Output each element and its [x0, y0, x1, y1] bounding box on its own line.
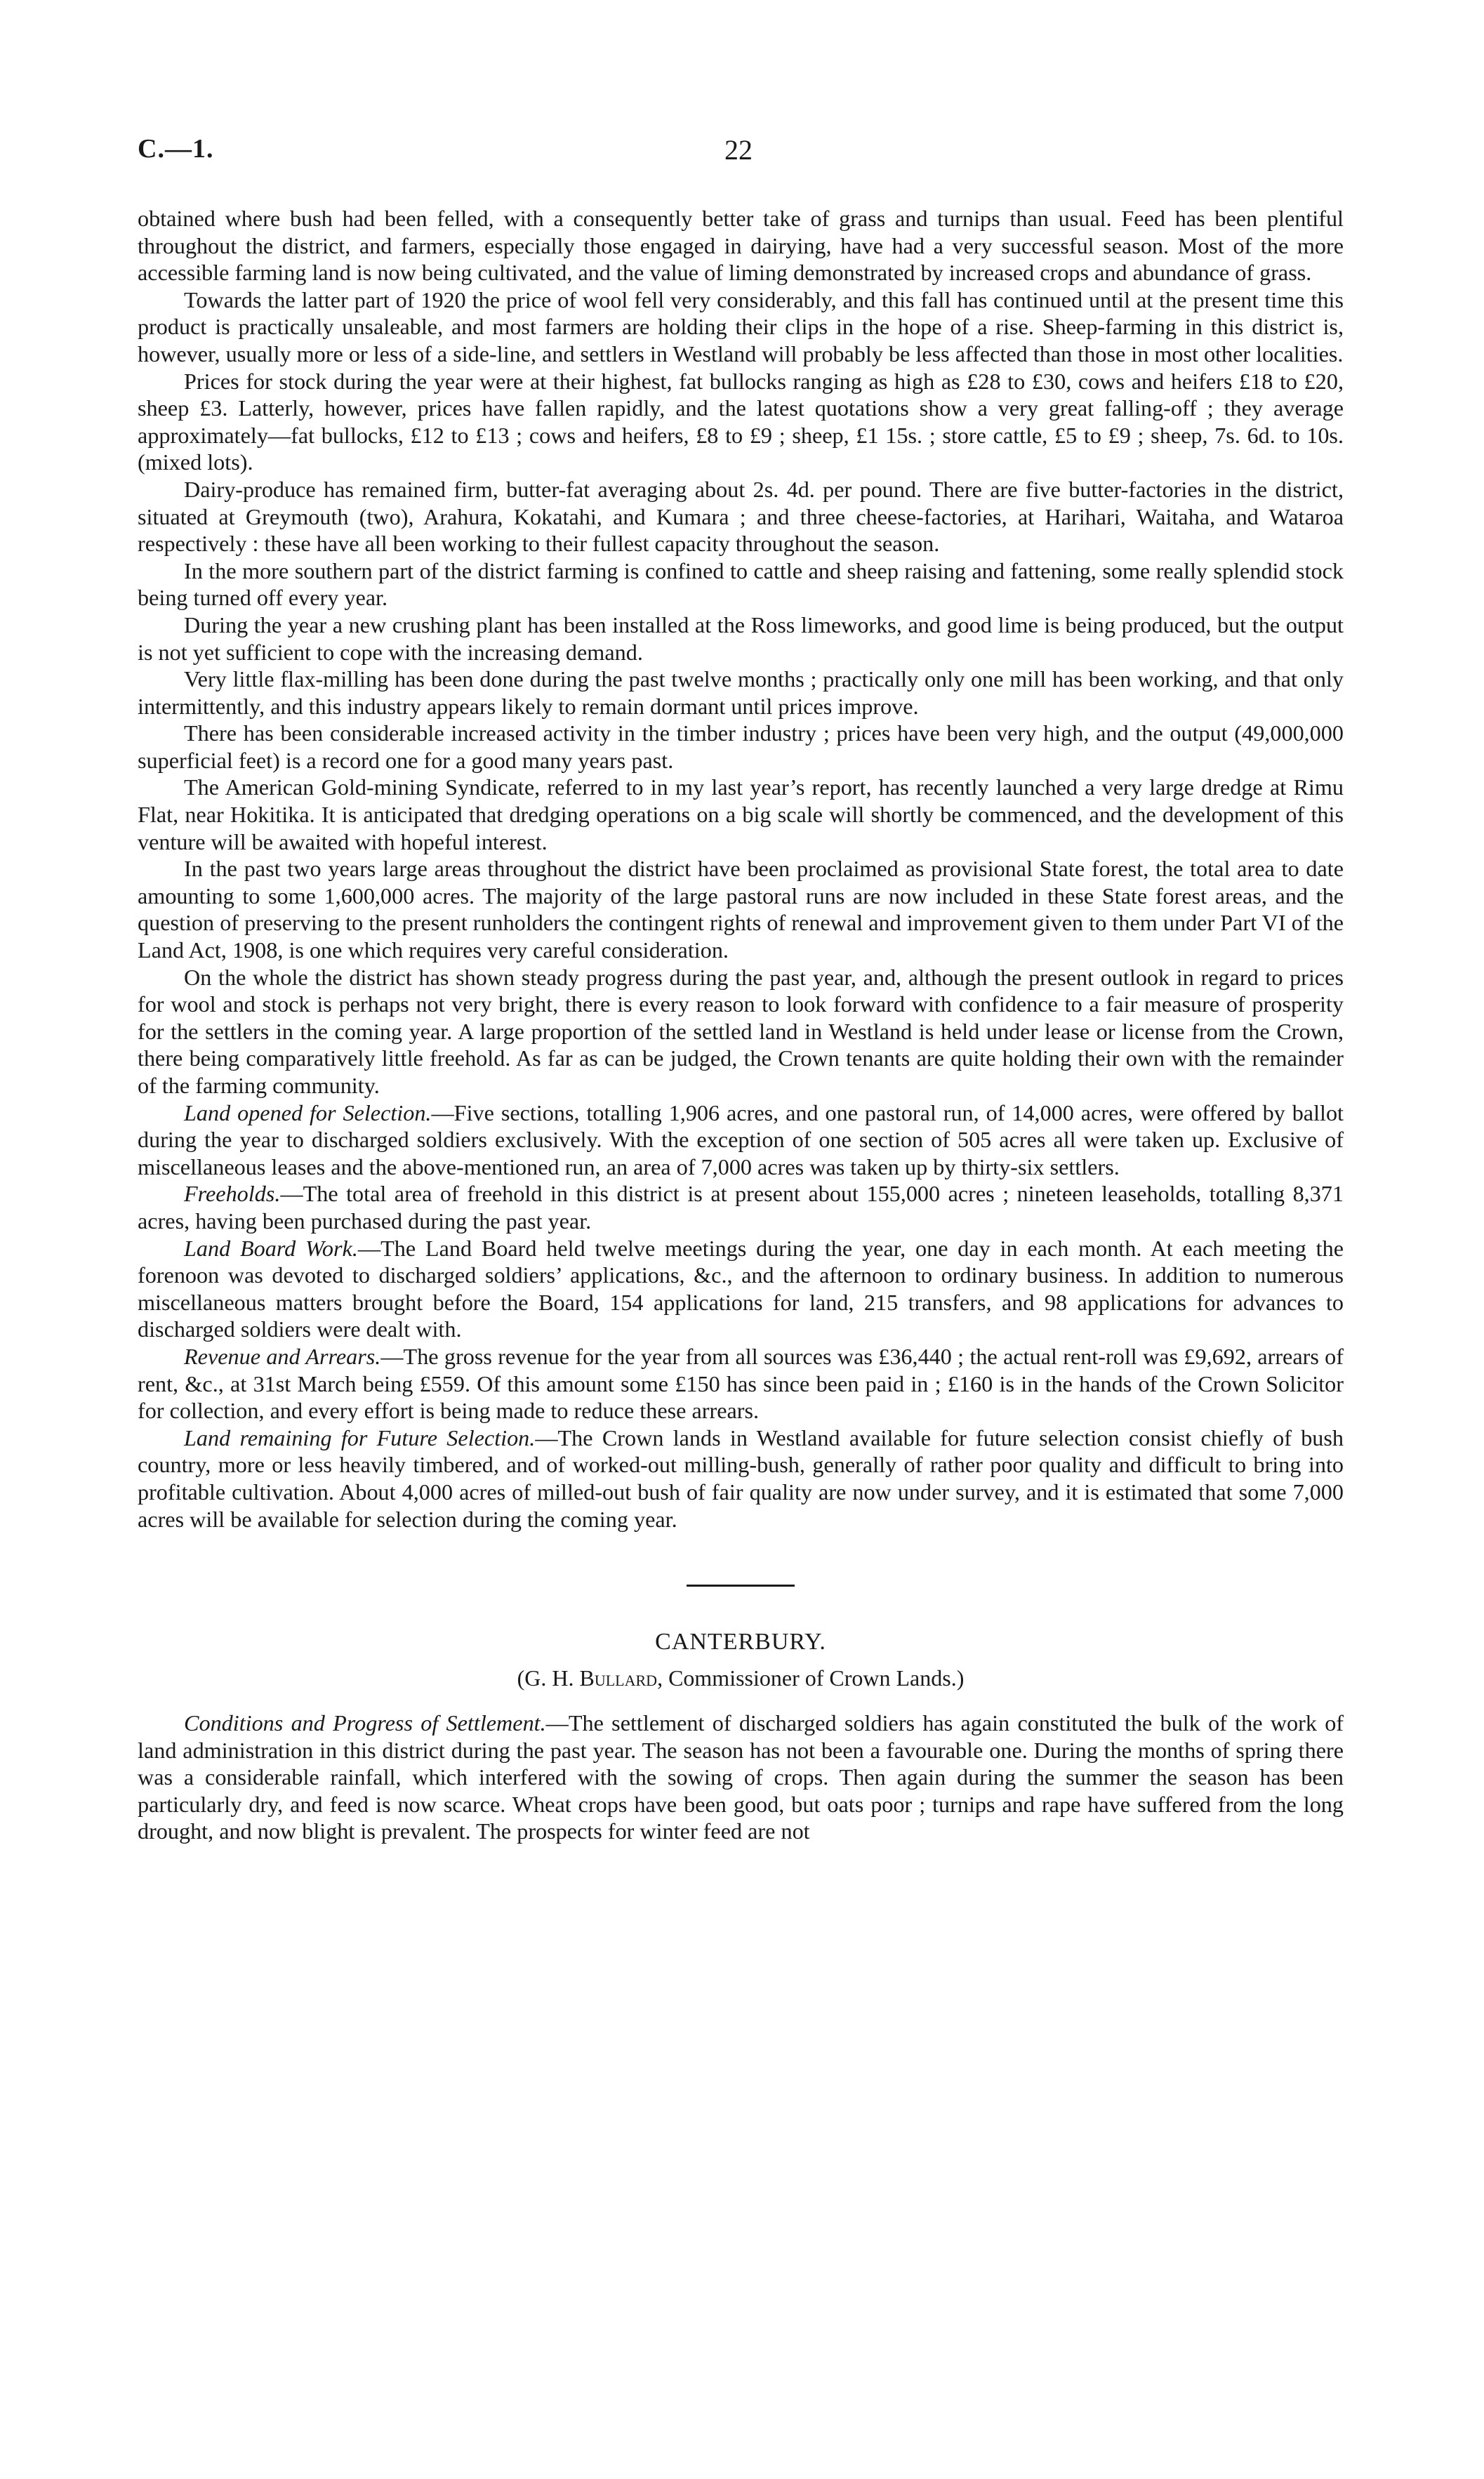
paragraph-text: In the more southern part of the district farming is confined to cattle and sheep raising and fattening, some really splendid stock being turned off every year. — [138, 557, 1344, 611]
paragraph-heading: Revenue and Arrears. — [184, 1343, 381, 1369]
paragraph-text: obtained where bush had been felled, with a consequently better take of grass and turnips than usual. Feed has been plentiful throughout the district, and farmers, especially those engaged in dairying, have had a very successful season. Most of the more accessible farming land is now being cultivated, and the value of liming demonstrated by increased crops and abundance of grass. — [138, 206, 1344, 286]
paragraph-text: —The settlement of discharged soldiers has again constituted the bulk of the work of land administration in this district during the past year. The season has not been a favourable one. During the months of spring there was a considerable rainfall, which interfered with the sowing of crops. Then again during the summer the season has been particularly dry, and feed is now scarce. Wheat crops have been good, but oats poor ; turnips and rape have suffered from the long drought, and now blight is prevalent. The prospects for winter feed are not — [138, 1710, 1344, 1844]
paragraph — [138, 1235, 1344, 1343]
paragraph-text: —The gross revenue for the year from all sources was £36,440 ; the actual rent-roll was £9,692, arrears of rent, &c., at 31st March being £559. Of this amount some £150 has since been paid in ; £160 is in the hands of the Crown Solicitor for collection, and every effort is being made to reduce these arrears. — [138, 1343, 1344, 1424]
document-page — [138, 133, 1344, 1845]
paragraph — [138, 205, 1344, 286]
paragraph — [138, 855, 1344, 963]
paragraph-text: There has been considerable increased activity in the timber industry ; prices have been very high, and the output (49,000,000 superficial feet) is a record one for a good many years past. — [138, 720, 1344, 773]
paragraph-text: The American Gold-mining Syndicate, referred to in my last year’s report, has recently launched a very large dredge at Rimu Flat, near Hokitika. It is anticipated that dredging operations on a big scale will shortly be commenced, and the development of this venture will be awaited with hopeful interest. — [138, 774, 1344, 854]
paragraph-text: Dairy-produce has remained firm, butter-fat averaging about 2s. 4d. per pound. There are five butter-factories in the district, situated at Greymouth (two), Arahura, Kokatahi, and Kumara ; and three cheese-factories, at Harihari, Waitaha, and Wataroa respectively : these have all been working to their fullest capacity throughout the season. — [138, 476, 1344, 557]
page-header — [138, 133, 1344, 176]
paragraph-heading: Conditions and Progress of Settlement. — [184, 1710, 546, 1736]
paragraph-text: Prices for stock during the year were at their highest, fat bullocks ranging as high as £28 to £30, cows and heifers £18 to £20, sheep £3. Latterly, however, prices have fallen rapidly, and the latest quotations show a very great falling-off ; they average approximately—fat bullocks, £12 to £13 ; cows and heifers, £8 to £9 ; sheep, £1 15s. ; store cattle, £5 to £9 ; sheep, 7s. 6d. to 10s. (mixed lots). — [138, 368, 1344, 475]
paragraph — [138, 720, 1344, 774]
paragraph-text: Towards the latter part of 1920 the price of wool fell very considerably, and this fall has continued until at the present time this product is practically unsaleable, and most farmers are holding their clips in the hope of a rise. Sheep-farming in this district is, however, usually more or less of a side-line, and settlers in Westland will probably be less affected than those in most other localities. — [138, 286, 1344, 366]
commissioner-line — [138, 1665, 1344, 1691]
westland-report — [138, 205, 1344, 1533]
paragraph-text: During the year a new crushing plant has been installed at the Ross limeworks, and good lime is being produced, but the output is not yet sufficient to cope with the increasing demand. — [138, 612, 1344, 665]
paragraph-text: On the whole the district has shown steady progress during the past year, and, although the present outlook in regard to prices for wool and stock is perhaps not very bright, there is every reason to look forward with confidence to a fair measure of prosperity for the settlers in the coming year. A large proportion of the settled land in Westland is held under lease or license from the Crown, there being comparatively little freehold. As far as can be judged, the Crown tenants are quite holding their own with the remainder of the farming community. — [138, 964, 1344, 1098]
paragraph — [138, 557, 1344, 612]
paragraph-text: In the past two years large areas throughout the district have been proclaimed as provisional State forest, the total area to date amounting to some 1,600,000 acres. The majority of the large pastoral runs are now included in these State forest areas, and the question of preserving to the present runholders the contingent rights of renewal and improvement given to them under Part VI of the Land Act, 1908, is one which requires very careful consideration. — [138, 856, 1344, 963]
section-divider — [687, 1585, 795, 1587]
paragraph — [138, 1180, 1344, 1234]
paragraph — [138, 612, 1344, 666]
paragraph — [138, 286, 1344, 368]
canterbury-report — [138, 1710, 1344, 1845]
paragraph-text: —Five sections, totalling 1,906 acres, and one pastoral run, of 14,000 acres, were offered by ballot during the year to discharged soldiers exclusively. With the exception of one section of 505 acres all were taken up. Exclusive of miscellaneous leases and the above-mentioned run, an area of 7,000 acres was taken up by thirty-six settlers. — [138, 1099, 1344, 1179]
paragraph — [138, 774, 1344, 855]
paragraph — [138, 1424, 1344, 1533]
paragraph-text: Very little flax-milling has been done during the past twelve months ; practically only one mill has been working, and that only intermittently, and this industry appears likely to remain dormant until prices improve. — [138, 666, 1344, 719]
commissioner-name: G. H. Bullard — [524, 1665, 658, 1691]
page-number: 22 — [724, 134, 753, 166]
paragraph-heading: Land opened for Selection. — [184, 1099, 432, 1125]
paragraph-text: —The Crown lands in Westland available for future selection consist chiefly of bush country, more or less heavily timbered, and of worked-out milling-bush, generally of rather poor quality and difficult to bring into profitable cultivation. About 4,000 acres of milled-out bush of fair quality are now under survey, and it is estimated that some 7,000 acres will be available for selection during the coming year. — [138, 1424, 1344, 1532]
paragraph — [138, 1710, 1344, 1845]
paragraph — [138, 476, 1344, 557]
commissioner-role: , Commissioner of Crown Lands.) — [657, 1665, 965, 1691]
paragraph-heading: Land remaining for Future Selection. — [184, 1424, 536, 1450]
paragraph-heading: Freeholds. — [184, 1181, 281, 1207]
paragraph-text: —The Land Board held twelve meetings during the year, one day in each month. At each meeting the forenoon was devoted to discharged soldiers’ applications, &c., and the afternoon to ordinary business. In addition to numerous miscellaneous matters brought before the Board, 154 applications for land, 215 transfers, and 98 applications for advances to discharged soldiers were dealt with. — [138, 1235, 1344, 1342]
paragraph — [138, 368, 1344, 476]
paragraph-heading: Land Board Work. — [184, 1235, 358, 1261]
paragraph — [138, 666, 1344, 720]
paragraph-text: —The total area of freehold in this district is at present about 155,000 acres ; nineteen leaseholds, totalling 8,371 acres, having been purchased during the past year. — [138, 1181, 1344, 1234]
commissioner-open-paren: ( — [517, 1665, 525, 1691]
paragraph — [138, 1343, 1344, 1424]
paragraph — [138, 964, 1344, 1099]
section-title: CANTERBURY. — [655, 1629, 826, 1655]
paragraph — [138, 1099, 1344, 1181]
document-reference: C.—1. — [138, 134, 214, 164]
